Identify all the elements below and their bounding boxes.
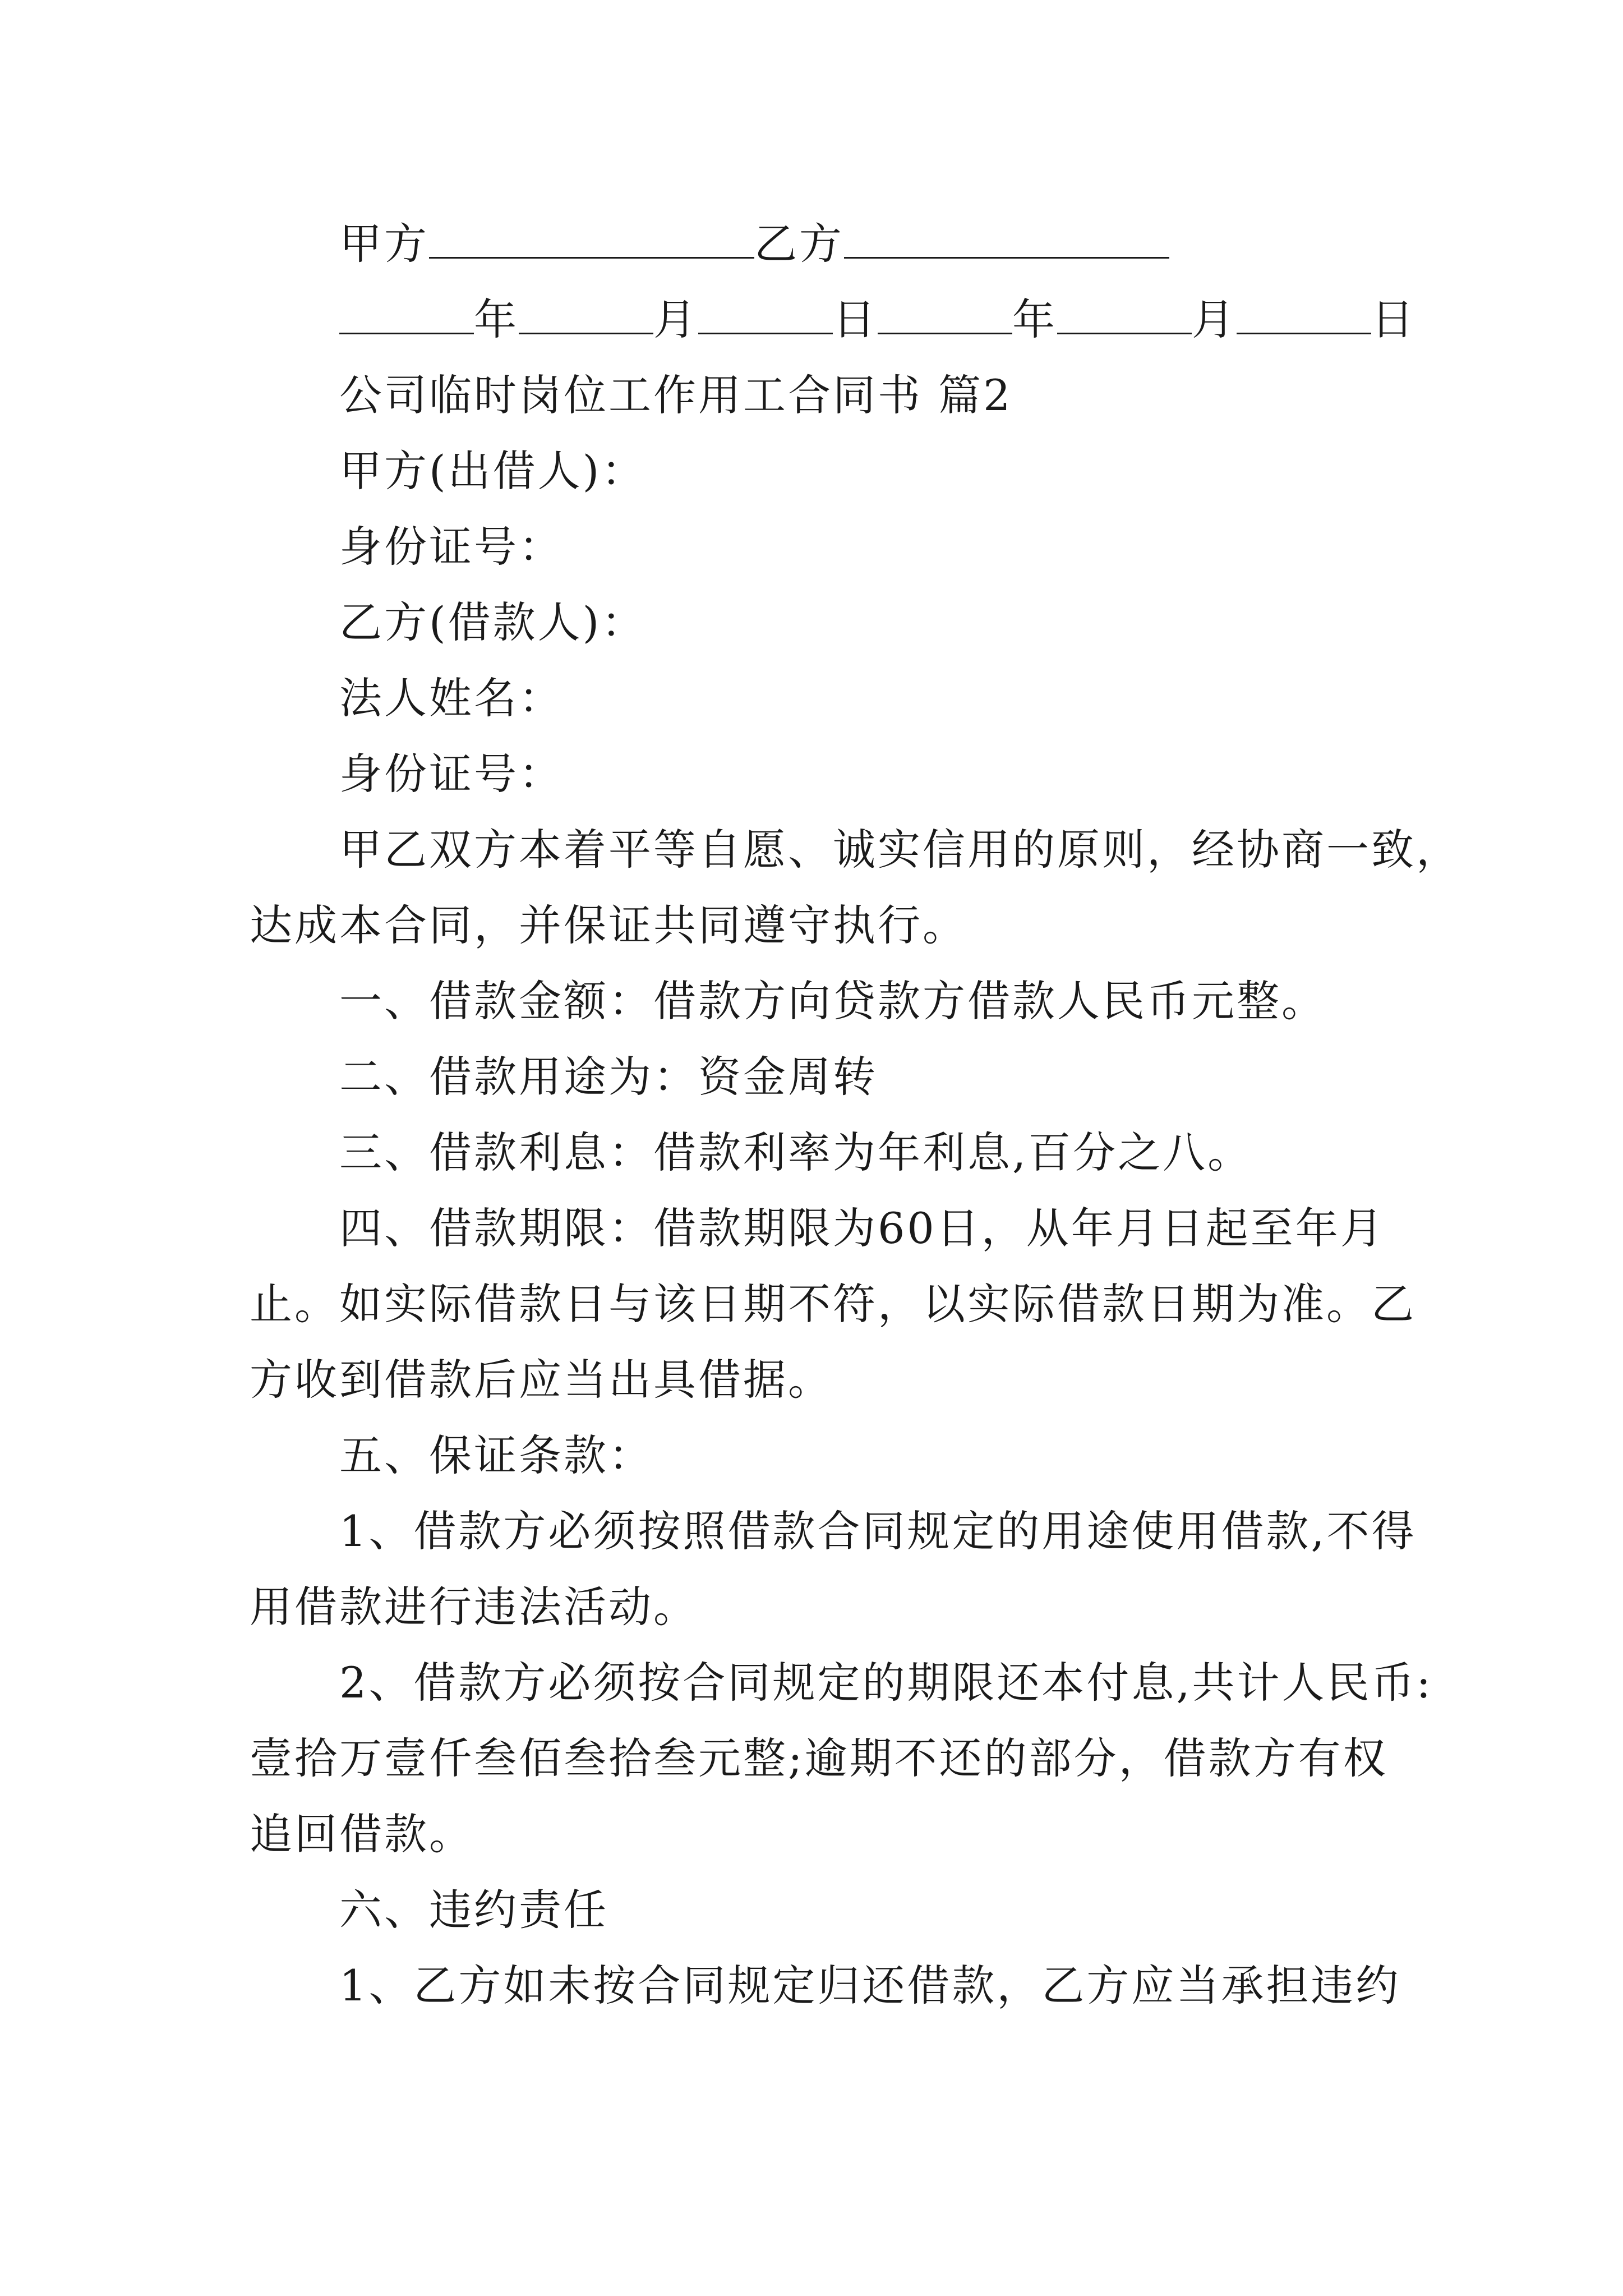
lender-id-field: 身份证号： <box>339 522 564 572</box>
borrower-id-field: 身份证号： <box>339 749 564 799</box>
legal-name-field: 法人姓名： <box>339 673 564 723</box>
intro-line-1: 甲乙双方本着平等自愿、诚实信用的原则，经协商一致， <box>339 825 1461 875</box>
day-label-b: 日 <box>1371 295 1416 344</box>
clause-2: 二、借款用途为：资金周转 <box>339 1052 878 1102</box>
year-label-b: 年 <box>1012 295 1057 344</box>
day-blank-b <box>1237 293 1371 334</box>
clause-5-1-line-1: 1、借款方必须按照借款合同规定的用途使用借款,不得 <box>339 1506 1417 1556</box>
intro-line-2: 达成本合同，并保证共同遵守执行。 <box>250 900 967 950</box>
lender-field: 甲方(出借人)： <box>339 446 647 496</box>
clause-5-2-line-2: 壹拾万壹仟叁佰叁拾叁元整;逾期不还的部分，借款方有权 <box>250 1733 1388 1783</box>
clause-5-2-line-1: 2、借款方必须按合同规定的期限还本付息,共计人民币: <box>339 1658 1433 1708</box>
year-blank-a <box>339 293 474 334</box>
year-label-a: 年 <box>474 295 519 344</box>
month-blank-b <box>1057 293 1192 334</box>
month-blank-a <box>519 293 653 334</box>
party-a-blank <box>429 218 754 259</box>
day-blank-a <box>698 293 833 334</box>
borrower-field: 乙方(借款人)： <box>339 597 647 647</box>
clause-4-line-3: 方收到借款后应当出具借据。 <box>250 1355 833 1405</box>
clause-1: 一、借款金额：借款方向贷款方借款人民币元整。 <box>339 976 1326 1026</box>
party-b-blank <box>844 218 1169 259</box>
clause-4-line-1: 四、借款期限：借款期限为60日，从年月日起至年月 <box>339 1203 1385 1253</box>
day-label-a: 日 <box>833 295 878 344</box>
clause-5: 五、保证条款： <box>339 1430 653 1480</box>
clause-4-line-2: 止。如实际借款日与该日期不符，以实际借款日期为准。乙 <box>250 1279 1416 1329</box>
party-a-label: 甲方 <box>339 219 429 269</box>
clause-3: 三、借款利息：借款利率为年利息,百分之八。 <box>339 1128 1253 1177</box>
month-label-b: 月 <box>1192 295 1237 344</box>
clause-6: 六、违约责任 <box>339 1885 608 1935</box>
month-label-a: 月 <box>653 295 698 344</box>
party-b-label: 乙方 <box>754 219 844 269</box>
section-title: 公司临时岗位工作用工合同书 篇2 <box>339 370 1013 420</box>
signature-line <box>339 216 1169 272</box>
year-blank-b <box>878 293 1012 334</box>
clause-5-2-line-3: 追回借款。 <box>250 1809 474 1859</box>
date-line <box>339 292 1416 348</box>
clause-5-1-line-2: 用借款进行违法活动。 <box>250 1582 698 1632</box>
clause-6-1-line-1: 1、乙方如未按合同规定归还借款，乙方应当承担违约 <box>339 1961 1401 2010</box>
